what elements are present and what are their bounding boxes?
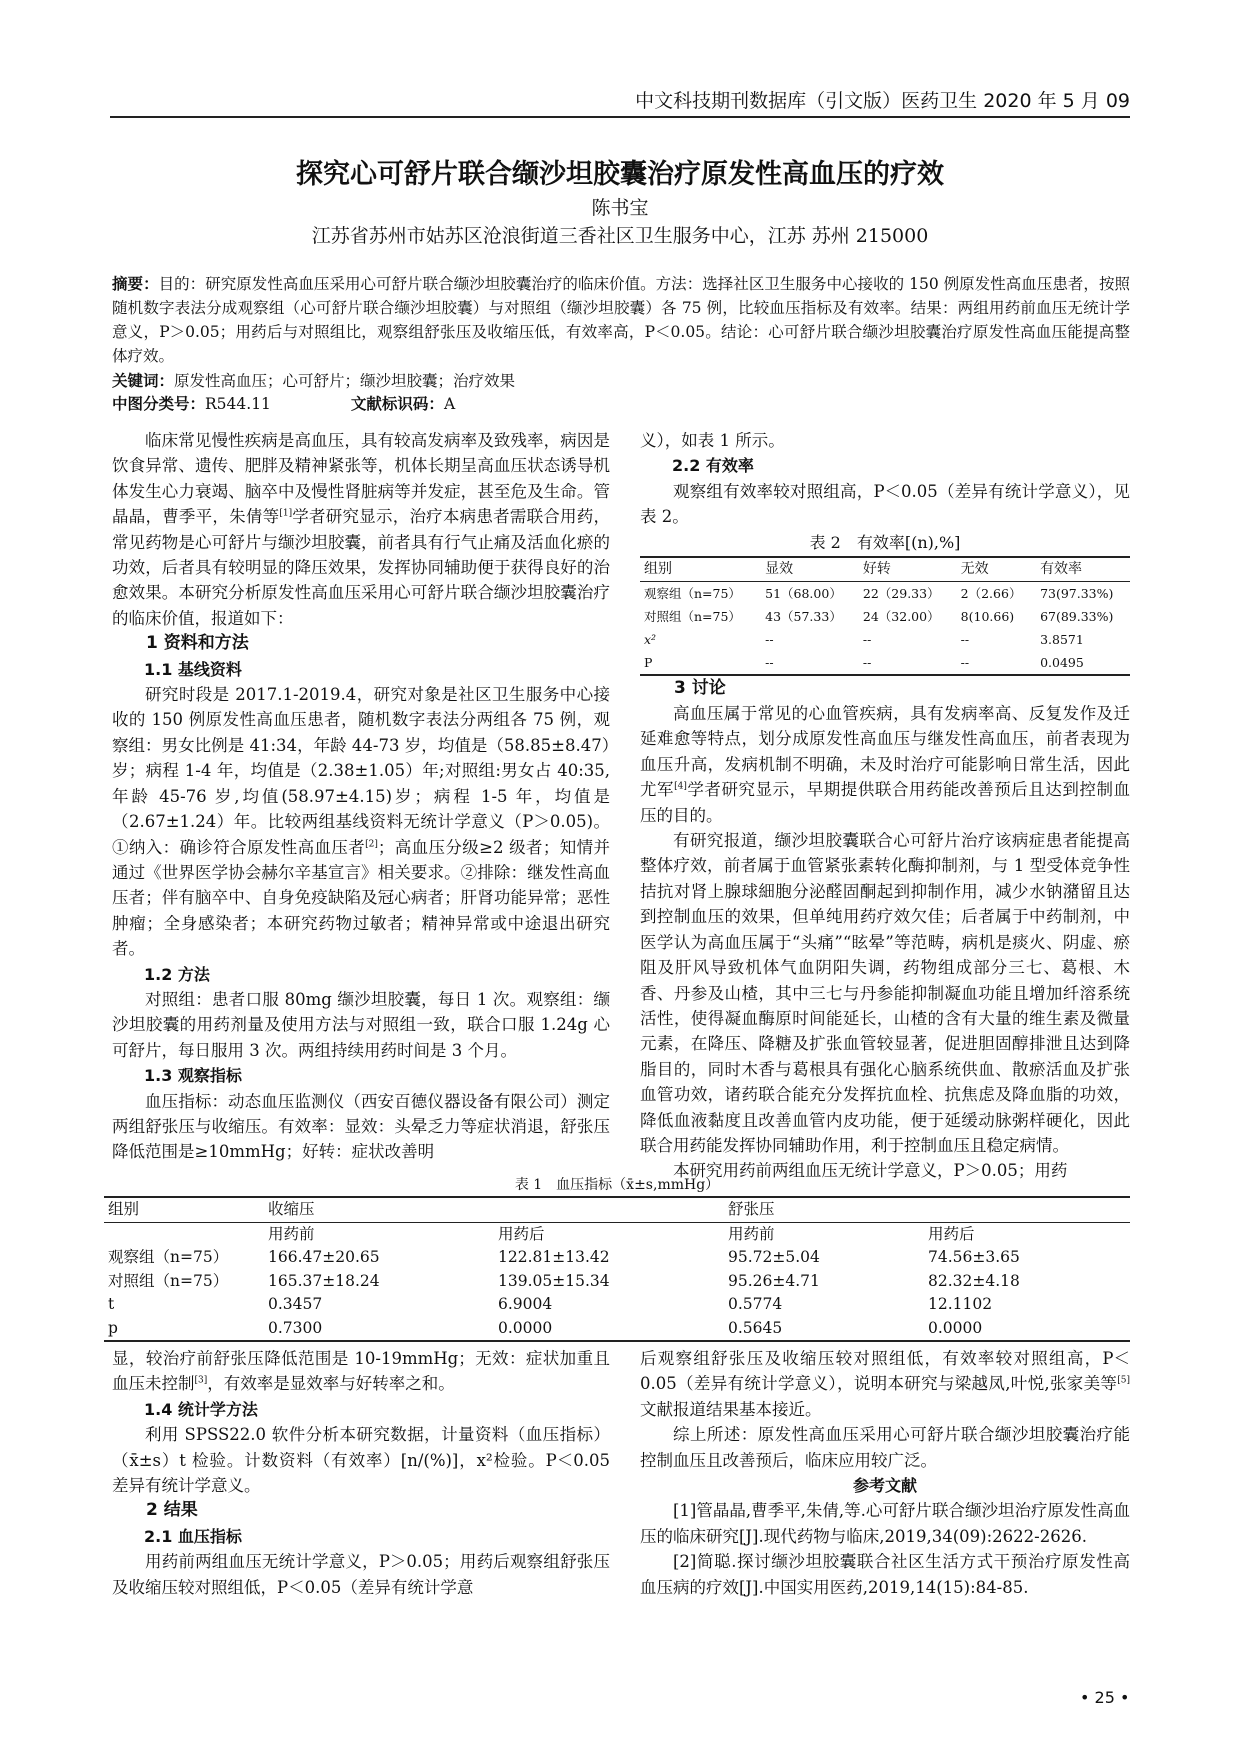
table-header: 好转 [862, 560, 891, 577]
table-row: 观察组（n=75） 166.47±20.65 122.81±13.42 95.72±5.04 74.56±3.65 [108, 1248, 1020, 1266]
discussion-paragraph: 本研究用药前两组血压无统计学意义，P＞0.05；用药 [673, 1161, 1068, 1181]
table1-caption: 表 1 血压指标（x̄±s,mmHg） [514, 1177, 720, 1193]
doc-code-label: 文献标识码： [350, 395, 444, 413]
statistics-paragraph: 利用 SPSS22.0 软件分析本研究数据，计量资料（血压指标）（x̄±s）t 检验。计数资料（有效率）[n/(%)]，x²检验。P＜0.05 差异有统计学意义。 [112, 1425, 610, 1496]
bp-paragraph: 用药前两组血压无统计学意义，P＞0.05；用药后观察组舒张压及收缩压较对照组低，P＜0.05（差异有统计学意 [112, 1552, 610, 1597]
discussion-paragraph: 高血压属于常见的心血管疾病，具有发病率高、反复发作及迁延难愈等特点，划分成原发性高血压与继发性高血压，前者表现为血压升高，发病机制不明确，未及时治疗可能影响日常生活，因此尤军[4]学者研究显示，早期提供联合用药能改善预后且达到控制血压的目的。 [640, 704, 1131, 825]
classification [112, 392, 1130, 416]
affiliation: 江苏省苏州市姑苏区沧浪街道三香社区卫生服务中心，江苏 苏州 215000 [311, 225, 929, 247]
left-column-upper [112, 428, 610, 1165]
reference-item: [1]管晶晶,曹季平,朱倩,等.心可舒片联合缬沙坦治疗原发性高血压的临床研究[J].现代药物与临床,2019,34(09):2622-2626. [640, 1501, 1130, 1546]
reference-item: [2]简聪.探讨缬沙坦胶囊联合社区生活方式干预治疗原发性高血压病的疗效[J].中国实用医药,2019,14(15):84-85. [640, 1552, 1130, 1597]
table-header: 舒张压 [728, 1200, 775, 1218]
table-row: 对照组（n=75） 165.37±18.24 139.05±15.34 95.26±4.71 82.32±4.18 [108, 1271, 1020, 1290]
citation: [3] [194, 1375, 208, 1386]
abstract-text: 目的：研究原发性高血压采用心可舒片联合缬沙坦胶囊治疗的临床价值。方法：选择社区卫生服务中心接收的 150 例原发性高血压患者，按照随机数字表法分成观察组（心可舒片联合缬沙坦胶囊）与对照组（缬沙坦胶囊）各 75 例，比较血压指标及有效率。结果：两组用药前血压无统计学意义，P＞0.05；用药后与对照组比，观察组舒张压及收缩压低，有效率高，P＜0.05。结论：心可舒片联合缬沙坦胶囊治疗原发性高血压能提高整体疗效。 [112, 275, 1130, 365]
table-header: 组别 [108, 1200, 140, 1218]
citation: [2] [365, 839, 378, 849]
subsection-heading: 1.3 观察指标 [144, 1066, 242, 1086]
abstract-label: 摘要： [112, 275, 159, 293]
table-header: 无效 [960, 560, 989, 577]
subsection-heading: 2.2 有效率 [672, 456, 754, 476]
table-header: 组别 [644, 560, 672, 577]
page-number: • 25 • [1080, 1688, 1130, 1707]
table-header: 用药后 [928, 1224, 975, 1243]
table-row: 观察组（n=75） 51（68.00） 22（29.33） 2（2.66） 73(97.33%) [644, 585, 1114, 601]
keywords [112, 369, 1130, 393]
keywords-text: 原发性高血压；心可舒片；缬沙坦胶囊；治疗效果 [174, 372, 516, 390]
subsection-heading: 1.4 统计学方法 [144, 1399, 258, 1419]
clc-value: R544.11 [205, 395, 271, 413]
table-header: 显效 [765, 560, 794, 577]
efficacy-paragraph: 观察组有效率较对照组高，P＜0.05（差异有统计学意义），见表 2。 [640, 481, 1130, 527]
right-column-lower [640, 1346, 1130, 1600]
baseline-paragraph: 研究时段是 2017.1-2019.4，研究对象是社区卫生服务中心接收的 150 例原发性高血压患者，随机数字表法分两组各 75 例，观察组：男女比例是 41:34，年龄 44-73 岁，均值是（58.85±8.47）岁；病程 1-4 年，均值是（2.38±1.05）年;对照组:男女占 40:35,年龄 45-76 岁,均值(58.97±4.15)岁；病程 1-5 年，均值是（2.67±1.24）年。比较两组基线资料无统计学意义（P＞0.05)。①纳入：确诊符合原发性高血压者[2]；高血压分级≥2 级者；知情并通过《世界医学协会赫尔辛基宣言》相关要求。②排除：继发性高血压者；伴有脑卒中、自身免疫缺陷及冠心病者；肝肾功能异常；恶性肿瘤；全身感染者；本研究药物过敏者；精神异常或中途退出研究者。 [112, 685, 610, 959]
method-paragraph: 对照组：患者口服 80mg 缬沙坦胶囊，每日 1 次。观察组：缬沙坦胶囊的用药剂量及使用方法与对照组一致，联合口服 1.24g 心可舒片，每日服用 3 次。两组持续用药时间是 3 个月。 [112, 989, 610, 1060]
section-heading: 2 结果 [146, 1500, 198, 1521]
left-column-lower [112, 1346, 610, 1600]
abstract [112, 272, 1130, 368]
section-heading: 3 讨论 [674, 677, 726, 698]
table-header: 有效率 [1040, 560, 1083, 577]
table1-block [104, 1174, 1130, 1342]
table2 [640, 556, 1130, 676]
table-row: t 0.3457 6.9004 0.5774 12.1102 [108, 1295, 993, 1313]
article-title: 探究心可舒片联合缬沙坦胶囊治疗原发性高血压的疗效 [296, 159, 944, 190]
table-header: 用药前 [268, 1224, 315, 1243]
table-row: 对照组（n=75） 43（57.33） 24（32.00） 8(10.66) 67(89.33%) [644, 608, 1114, 624]
observation-continued: 显，较治疗前舒张压降低范围是 10-19mmHg；无效：症状加重且血压未控制[3]，有效率是显效率与好转率之和。 [112, 1349, 610, 1394]
subsection-heading: 1.2 方法 [144, 964, 210, 984]
table-header: 用药前 [728, 1224, 775, 1243]
table-row: p 0.7300 0.0000 0.5645 0.0000 [108, 1318, 983, 1337]
subsection-heading: 1.1 基线资料 [144, 659, 242, 679]
table-row: x² -- -- -- 3.8571 [644, 631, 1084, 647]
subsection-heading: 2.1 血压指标 [144, 1526, 242, 1546]
references-heading: 参考文献 [852, 1476, 917, 1496]
table2-caption: 表 2 有效率[(n),%] [809, 532, 961, 552]
section-heading: 1 资料和方法 [146, 633, 249, 654]
result-paragraph: 后观察组舒张压及收缩压较对照组低，有效率较对照组高，P＜0.05（差异有统计学意义），说明本研究与梁越凤,叶悦,张家美等[5]文献报道结果基本接近。 [640, 1349, 1130, 1419]
citation: [1] [279, 508, 293, 519]
author: 陈书宝 [591, 197, 649, 219]
observation-paragraph: 血压指标：动态血压监测仪（西安百德仪器设备有限公司）测定两组舒张压与收缩压。有效率：显效：头晕乏力等症状消退，舒张压降低范围是≥10mmHg；好转：症状改善明 [112, 1091, 610, 1162]
keywords-label: 关键词： [112, 372, 175, 390]
table-header: 收缩压 [268, 1200, 315, 1218]
continued-paragraph: 义），如表 1 所示。 [640, 431, 785, 450]
right-column-upper [640, 428, 1130, 1184]
conclusion-paragraph: 综上所述：原发性高血压采用心可舒片联合缬沙坦胶囊治疗能控制血压且改善预后，临床应用较广泛。 [640, 1425, 1130, 1470]
intro-paragraph: 临床常见慢性疾病是高血压，具有较高发病率及致残率，病因是饮食异常、遗传、肥胖及精神紧张等，机体长期呈高血压状态诱导机体发生心力衰竭、脑卒中及慢性肾脏病等并发症，甚至危及生命。管晶晶，曹季平，朱倩等[1]学者研究显示，治疗本病患者需联合用药，常见药物是心可舒片与缬沙坦胶囊，前者具有行气止痛及活血化瘀的功效，后者具有较明显的降压效果，发挥协同辅助便于获得良好的治愈效果。本研究分析原发性高血压采用心可舒片联合缬沙坦胶囊治疗的临床价值，报道如下： [112, 431, 611, 628]
table1 [104, 1196, 1130, 1342]
clc-label: 中图分类号： [112, 395, 206, 413]
citation: [4] [674, 781, 687, 792]
table-header: 用药后 [498, 1224, 545, 1243]
running-header: 中文科技期刊数据库（引文版）医药卫生 2020 年 5 月 09 [110, 86, 1130, 118]
table-row: P -- -- -- 0.0495 [644, 654, 1084, 670]
citation: [5] [1117, 1375, 1130, 1386]
doc-code-value: A [443, 395, 456, 413]
discussion-paragraph: 有研究报道，缬沙坦胶囊联合心可舒片治疗该病症患者能提高整体疗效，前者属于血管紧张素转化酶抑制剂，与 1 型受体竞争性拮抗对肾上腺球細胞分泌醛固酮起到抑制作用，减少水钠潴留且达到控制血压的效果，但单纯用药疗效欠佳；后者属于中药制剂，中医学认为高血压属于“头痛”“眩晕”等范畴，病机是痰火、阴虚、瘀阻及肝风导致机体气血阴阳失调，药物组成部分三七、葛根、木香、丹参及山楂，其中三七与丹参能抑制凝血功能且增加纤溶系统活性，使得凝血酶原时间能延长，山楂的含有大量的维生素及微量元素，在降压、降糖及扩张血管较显著，促进胆固醇排泄且达到降脂目的，同时木香与葛根具有强化心脑系统供血、散瘀活血及扩张血管功效，诸药联合能充分发挥抗血栓、抗焦虑及降血脂的功效，降低血液黏度且改善血管内皮功能，便于延缓动脉粥样硬化，因此联合用药能发挥协同辅助作用，利于控制血压且稳定病情。 [640, 831, 1130, 1155]
